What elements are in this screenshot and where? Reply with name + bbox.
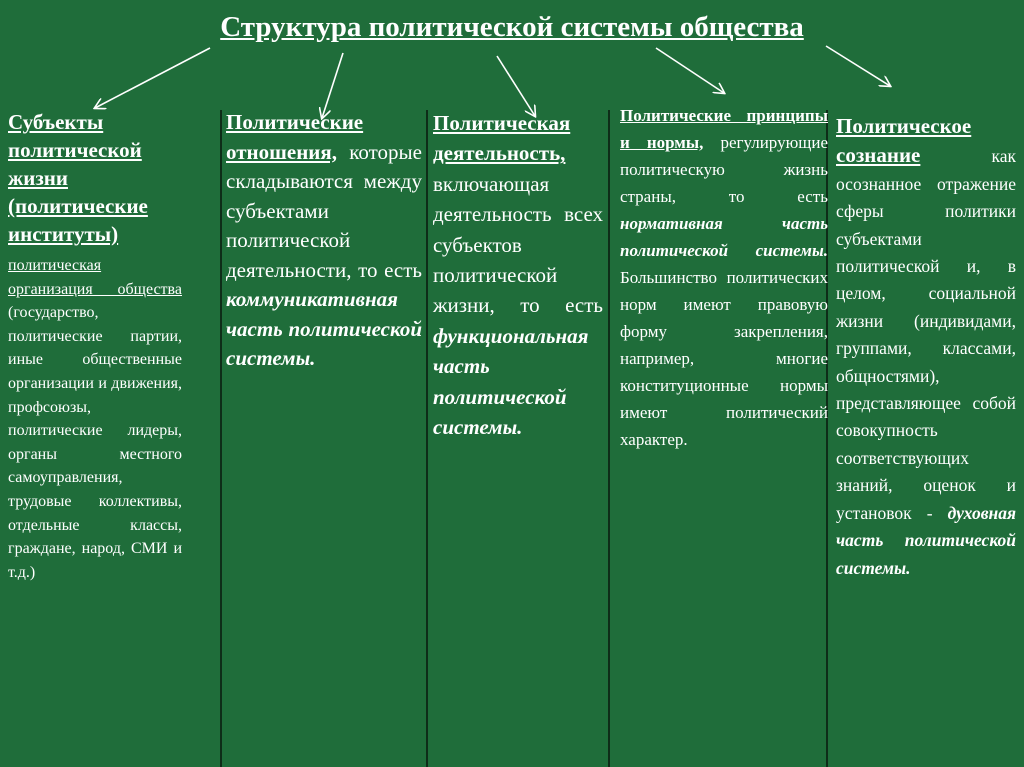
- arrow-to-column-3: [497, 56, 535, 116]
- emphasis-text: духовная часть политической системы.: [836, 502, 1016, 578]
- arrows: [0, 0, 1024, 120]
- column-body: [433, 108, 603, 442]
- column-body: [226, 108, 422, 374]
- column-heading: Политические принципы и нормы,: [620, 106, 828, 152]
- column-heading: Политические отношения,: [226, 110, 364, 164]
- column-political-activity: [433, 108, 603, 442]
- emphasis-text: коммуникативная часть политической системы.: [226, 287, 422, 370]
- arrow-to-column-1: [95, 48, 210, 108]
- column-heading: Политическая деятельность,: [433, 111, 571, 166]
- body-text: (государство, политические партии, иные общественные организации и движения, профсоюзы, политические лидеры, органы местного самоуправления, трудовые коллективы, отдельные классы, граждане, народ, СМИ и т.д.): [8, 304, 182, 581]
- column-body: [836, 112, 1016, 582]
- body-underlined-text: политическая организация общества: [8, 257, 182, 298]
- column-political-principles: [620, 102, 828, 453]
- body-text-after: Большинство политических норм имеют правовую форму закрепления, например, многие конституционные нормы имеют политический характер.: [620, 268, 828, 449]
- arrow-to-column-4: [656, 48, 724, 93]
- column-political-subjects: [8, 108, 182, 584]
- column-political-consciousness: [836, 112, 1016, 582]
- column-body: [8, 254, 182, 584]
- body-text: как осознанное отражение сферы политики субъектами политической и, в целом, социальной жизни (индивидами, группами, классами, общностями), представляющее собой совокупность соответствующих знаний, оценок и установок -: [836, 146, 1016, 523]
- column-heading: Субъекты политической жизни (политические институты): [8, 110, 148, 246]
- arrow-to-column-5: [826, 46, 890, 86]
- column-heading: Политическое сознание: [836, 114, 972, 168]
- column-divider-1: [220, 110, 222, 767]
- body-text: регулирующие политическую жизнь страны, то есть: [620, 133, 829, 206]
- column-divider-2: [426, 110, 428, 767]
- column-divider-3: [608, 110, 610, 767]
- emphasis-text: нормативная часть политической системы.: [620, 214, 828, 260]
- column-body: [620, 102, 828, 453]
- body-text: которые складываются между субъектами политической деятельности, то есть: [226, 139, 422, 282]
- column-political-relations: [226, 108, 422, 374]
- emphasis-text: функциональная часть политической системы.: [433, 323, 589, 440]
- body-text: включающая деятельность всех субъектов политической жизни, то есть: [433, 171, 603, 318]
- page-title: Структура политической системы общества: [220, 11, 804, 43]
